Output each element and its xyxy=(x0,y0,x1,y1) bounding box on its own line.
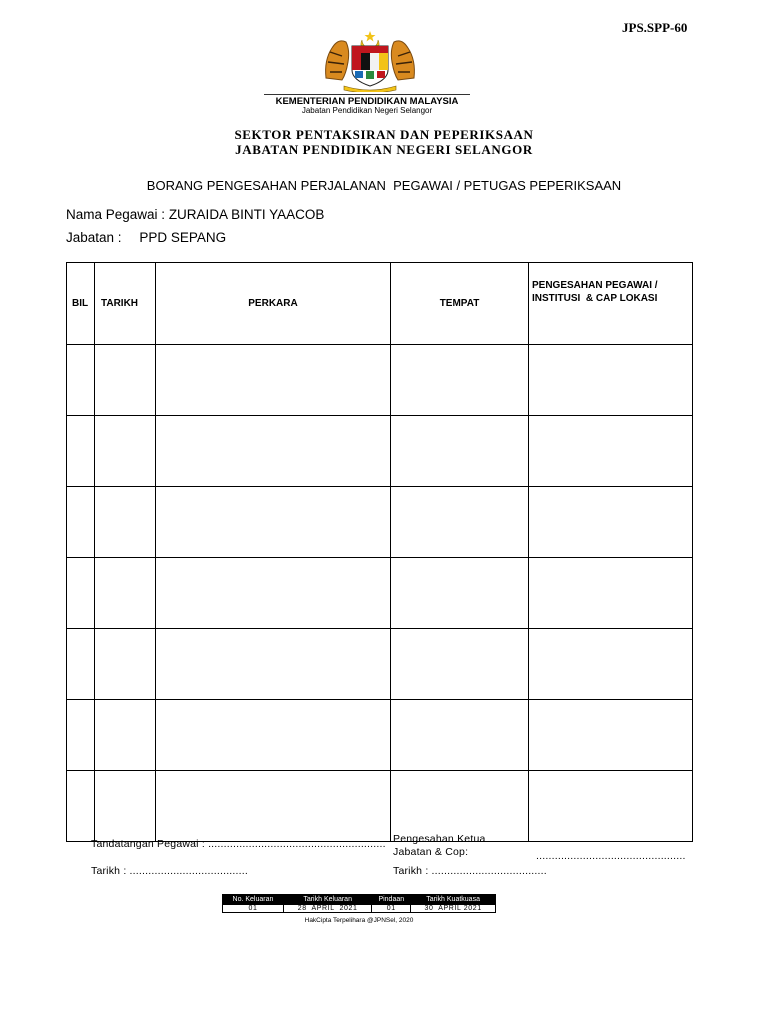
head-approval-line[interactable]: ................................................ xyxy=(536,850,686,862)
cell-tarikh[interactable] xyxy=(95,416,156,487)
revision-value: 30 APRIL 2021 xyxy=(411,905,496,913)
revision-value: 28 APRIL 2021 xyxy=(283,905,371,913)
cell-tempat[interactable] xyxy=(391,345,529,416)
cell-perkara[interactable] xyxy=(156,558,391,629)
table-header-row xyxy=(67,263,693,345)
cell-pengesahan[interactable] xyxy=(529,345,693,416)
cell-pengesahan[interactable] xyxy=(529,487,693,558)
cell-pengesahan[interactable] xyxy=(529,558,693,629)
coat-of-arms-logo xyxy=(322,30,418,92)
table-row xyxy=(67,629,693,700)
revision-value-row xyxy=(223,905,496,913)
cell-pengesahan[interactable] xyxy=(529,629,693,700)
cell-bil[interactable] xyxy=(67,345,95,416)
cell-perkara[interactable] xyxy=(156,345,391,416)
cell-tempat[interactable] xyxy=(391,487,529,558)
cell-perkara[interactable] xyxy=(156,487,391,558)
officer-department-value: PPD SEPANG xyxy=(139,230,227,245)
revision-header: Tarikh Kuatkuasa xyxy=(411,895,496,905)
cell-tempat[interactable] xyxy=(391,629,529,700)
cell-perkara[interactable] xyxy=(156,629,391,700)
form-title: BORANG PENGESAHAN PERJALANAN PEGAWAI / PETUGAS PEPERIKSAAN xyxy=(146,178,622,193)
head-approval-label: Pengesahan Ketua Jabatan & Cop: xyxy=(393,833,486,858)
header-pengesahan xyxy=(529,263,693,345)
officer-department-label: Jabatan : xyxy=(66,230,122,245)
table-row xyxy=(67,487,693,558)
copyright-note: HakCipta Terpelihara @JPNSel, 2020 xyxy=(304,917,414,924)
table-row xyxy=(67,771,693,842)
cell-tempat[interactable] xyxy=(391,771,529,842)
revision-value: 01 xyxy=(372,905,411,913)
table-row xyxy=(67,700,693,771)
department-name: Jabatan Pendidikan Negeri Selangor xyxy=(301,106,433,115)
table-row xyxy=(67,416,693,487)
cell-tarikh[interactable] xyxy=(95,345,156,416)
officer-name-value: ZURAIDA BINTI YAACOB xyxy=(168,207,325,222)
cell-tempat[interactable] xyxy=(391,416,529,487)
cell-pengesahan[interactable] xyxy=(529,416,693,487)
sector-title-line2: JABATAN PENDIDIKAN NEGERI SELANGOR xyxy=(235,142,533,157)
cell-pengesahan[interactable] xyxy=(529,700,693,771)
header-perkara: PERKARA xyxy=(156,263,391,345)
revision-header: No. Keluaran xyxy=(223,895,284,905)
officer-name-label: Nama Pegawai : xyxy=(66,207,169,222)
cell-perkara[interactable] xyxy=(156,700,391,771)
cell-tarikh[interactable] xyxy=(95,771,156,842)
revision-header: Tarikh Keluaran xyxy=(283,895,371,905)
sector-title-line1: SEKTOR PENTAKSIRAN DAN PEPERIKSAAN xyxy=(234,127,534,142)
cell-tarikh[interactable] xyxy=(95,558,156,629)
cell-perkara[interactable] xyxy=(156,771,391,842)
cell-pengesahan[interactable] xyxy=(529,771,693,842)
cell-tarikh[interactable] xyxy=(95,629,156,700)
table-row xyxy=(67,345,693,416)
header-tarikh: TARIKH xyxy=(95,263,156,345)
officer-name-row xyxy=(66,207,324,222)
officer-department-row xyxy=(66,230,226,245)
cell-tarikh[interactable] xyxy=(95,700,156,771)
document-code: JPS.SPP-60 xyxy=(622,20,688,35)
header-bil: BIL xyxy=(67,263,95,345)
head-date-line[interactable]: Tarikh : ..................................... xyxy=(393,865,547,877)
cell-bil[interactable] xyxy=(67,487,95,558)
revision-value: 01 xyxy=(223,905,284,913)
cell-tempat[interactable] xyxy=(391,558,529,629)
cell-bil[interactable] xyxy=(67,416,95,487)
cell-bil[interactable] xyxy=(67,700,95,771)
cell-tarikh[interactable] xyxy=(95,487,156,558)
officer-date-line[interactable]: Tarikh : ...................................... xyxy=(91,865,249,877)
cell-bil[interactable] xyxy=(67,771,95,842)
cell-perkara[interactable] xyxy=(156,416,391,487)
cell-tempat[interactable] xyxy=(391,700,529,771)
header-pengesahan-line1: PENGESAHAN PEGAWAI / xyxy=(532,280,658,291)
cell-bil[interactable] xyxy=(67,629,95,700)
travel-log-table xyxy=(66,262,693,842)
cell-bil[interactable] xyxy=(67,558,95,629)
ministry-name: KEMENTERIAN PENDIDIKAN MALAYSIA xyxy=(264,94,470,107)
header-pengesahan-line2: INSTITUSI & CAP LOKASI xyxy=(532,293,658,304)
revision-header-row xyxy=(223,895,496,905)
table-row xyxy=(67,558,693,629)
revision-header: Pindaan xyxy=(372,895,411,905)
header-tempat: TEMPAT xyxy=(391,263,529,345)
revision-table xyxy=(222,894,496,913)
officer-signature-line[interactable]: Tandatangan Pegawai : ......................................................... xyxy=(91,838,386,850)
